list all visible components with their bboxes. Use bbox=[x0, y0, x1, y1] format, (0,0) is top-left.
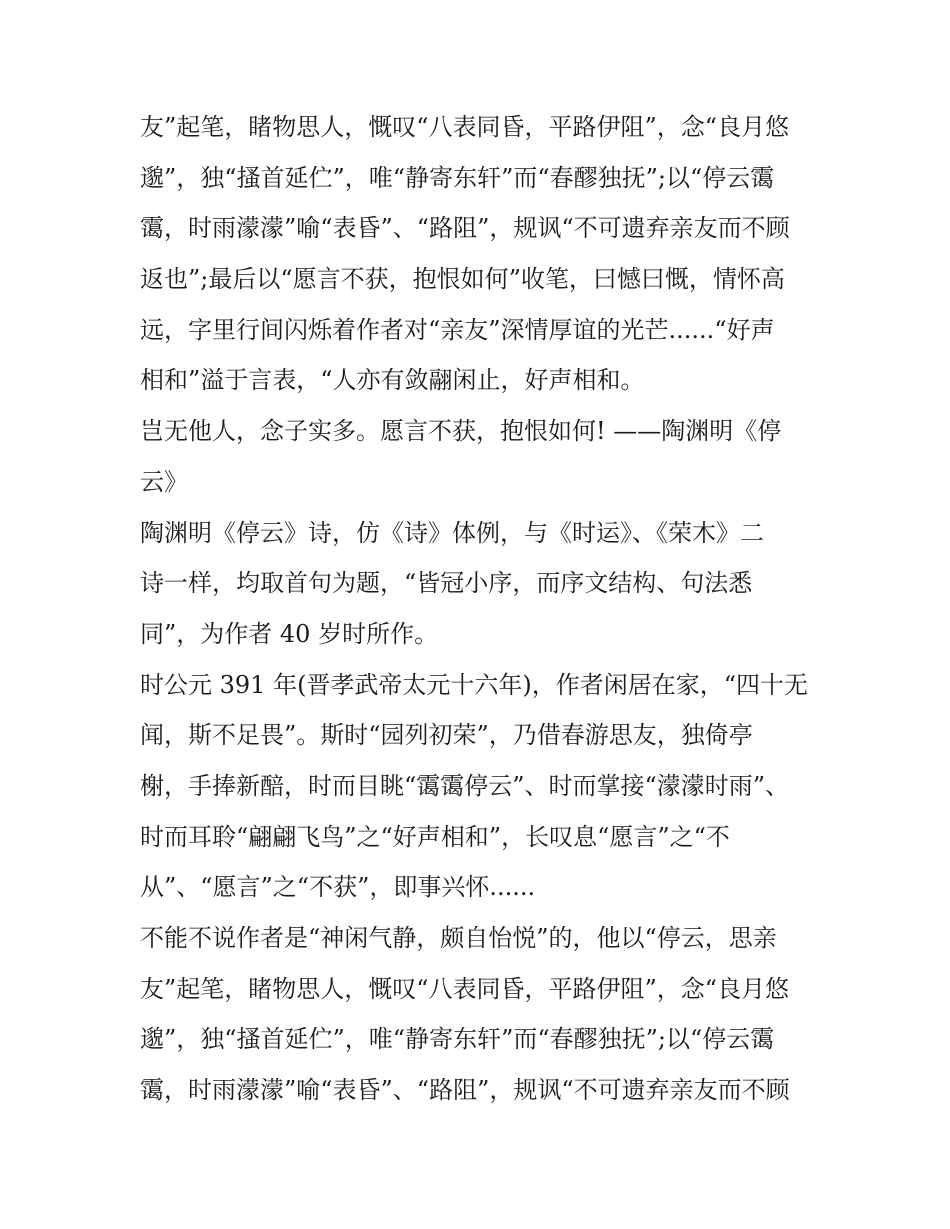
text-line: 邈”，独“搔首延伫”，唯“静寄东轩”而“春醪独抚”;以“停云霭 bbox=[140, 1025, 775, 1054]
text-line: 陶渊明《停云》诗，仿《诗》体例，与《时运》、《荣木》二 bbox=[140, 518, 764, 547]
text-line: 霭，时雨濛濛”喻“表昏”、“路阻”，规讽“不可遗弃亲友而不顾 bbox=[140, 214, 790, 243]
text-line: 同”，为作者 40 岁时所作。 bbox=[140, 619, 439, 648]
text-line: 从”、“愿言”之“不获”，即事兴怀...... bbox=[140, 873, 536, 902]
text-line: 岂无他人，念子实多。愿言不获，抱恨如何! ——陶渊明《停 bbox=[140, 417, 782, 446]
text-line: 霭，时雨濛濛”喻“表昏”、“路阻”，规讽“不可遗弃亲友而不顾 bbox=[140, 1076, 790, 1105]
text-line: 云》 bbox=[140, 467, 188, 496]
body-text bbox=[140, 102, 830, 1116]
text-line: 远，字里行间闪烁着作者对“亲友”深情厚谊的光芒......“好声 bbox=[140, 315, 775, 344]
text-line: 友”起笔，睹物思人，慨叹“八表同昏，平路伊阻”，念“良月悠 bbox=[140, 974, 790, 1003]
text-line: 友”起笔，睹物思人，慨叹“八表同昏，平路伊阻”，念“良月悠 bbox=[140, 113, 790, 141]
text-line: 闻，斯不足畏”。斯时“园列初荣”，乃借春游思友，独倚亭 bbox=[140, 721, 753, 750]
text-line: 相和”溢于言表，“人亦有敛翮闲止，好声相和。 bbox=[140, 366, 645, 395]
text-line: 返也”;最后以“愿言不获，抱恨如何”收笔，曰憾曰慨，情怀高 bbox=[140, 265, 785, 294]
text-line: 不能不说作者是“神闲气静，颇自怡悦”的，他以“停云，思亲 bbox=[140, 924, 777, 952]
text-line: 时而耳聆“翩翩飞鸟”之“好声相和”，长叹息“愿言”之“不 bbox=[140, 822, 730, 851]
text-line: 时公元 391 年(晋孝武帝太元十六年)，作者闲居在家，“四十无 bbox=[140, 670, 809, 699]
text-line: 邈”，独“搔首延伫”，唯“静寄东轩”而“春醪独抚”;以“停云霭 bbox=[140, 163, 775, 192]
text-line: 诗一样，均取首句为题，“皆冠小序，而序文结构、句法悉 bbox=[140, 569, 753, 598]
text-line: 榭，手捧新醅，时而目眺“霭霭停云”、时而掌接“濛濛时雨”、 bbox=[140, 771, 790, 800]
